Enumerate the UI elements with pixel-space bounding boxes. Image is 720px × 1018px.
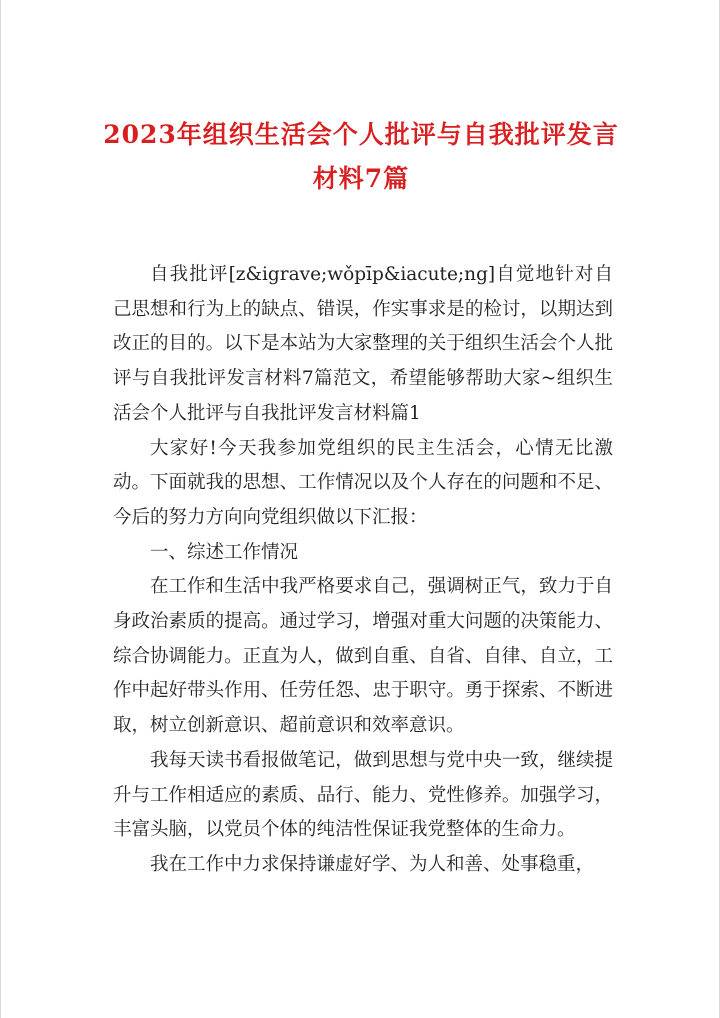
document-body	[113, 258, 613, 883]
paragraph-work-attitude: 我在工作中力求保持谦虚好学、为人和善、处事稳重，	[150, 853, 595, 875]
paragraph-greeting: 大家好!今天我参加党组织的民主生活会，心情无比激动。下面就我的思想、工作情况以及个人存在的问题和不足、今后的努力方向向党组织做以下汇报：	[113, 437, 613, 528]
document-title: 2023年组织生活会个人批评与自我批评发言材料7篇	[103, 120, 619, 193]
section-heading-work-summary: 一、综述工作情况	[150, 541, 299, 563]
paragraph-work-life: 在工作和生活中我严格要求自己，强调树正气，致力于自身政治素质的提高。通过学习，增强对重大问题的决策能力、综合协调能力。正直为人，做到自重、自省、自律、自立，工作中起好带头作用、任劳任怨、忠于职守。勇于探索、不断进取，树立创新意识、超前意识和效率意识。	[113, 576, 613, 737]
paragraph-intro: 自我批评[z&igrave;wǒpīp&iacute;ng]自觉地针对自己思想和行为上的缺点、错误，作实事求是的检讨，以期达到改正的目的。以下是本站为大家整理的关于组织生活会个人批评与自我批评发言材料7篇范文，希望能够帮助大家~组织生活会个人批评与自我批评发言材料篇1	[113, 264, 613, 424]
paragraph-study: 我每天读书看报做笔记，做到思想与党中央一致，继续提升与工作相适应的素质、品行、能力、党性修养。加强学习，丰富头脑，以党员个体的纯洁性保证我党整体的生命力。	[113, 749, 613, 841]
